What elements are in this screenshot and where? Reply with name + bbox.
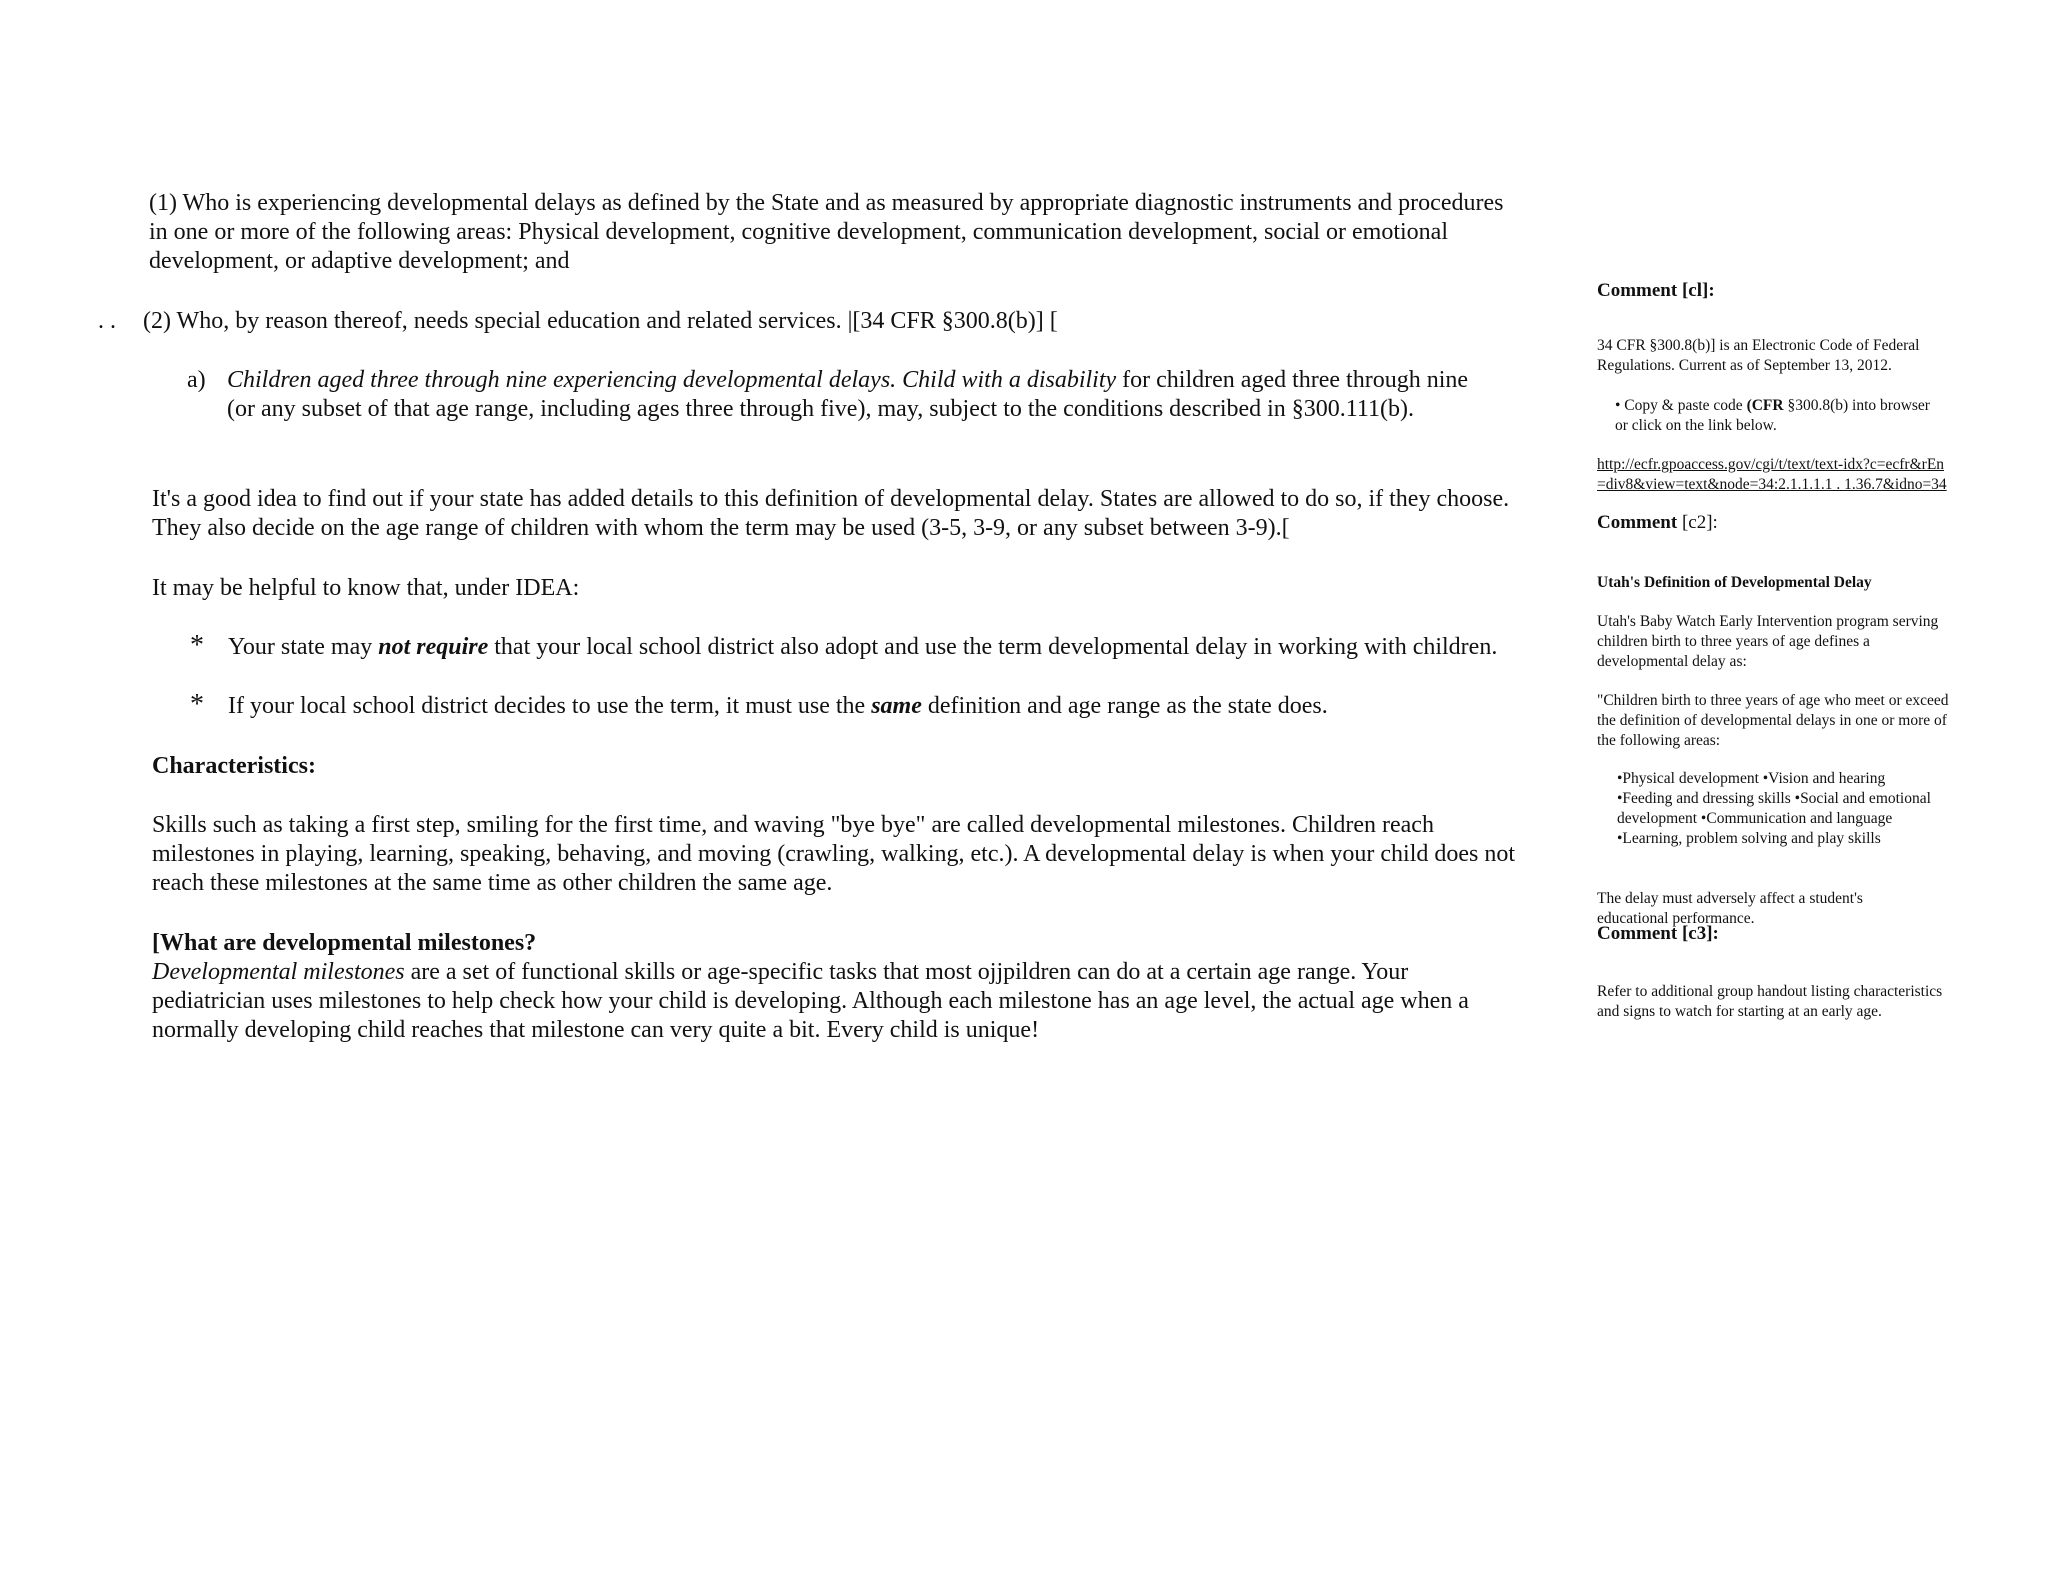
paragraph-definition-1: (1) Who is experiencing developmental delays as defined by the State and as measured by appropriate diagnostic instruments and procedures in one or more of the following areas: Physical development, cognitive development, communication development, social or emotional development, or adaptive development; and	[149, 190, 1504, 274]
list-item-a	[227, 366, 1497, 424]
comment-text: Refer to additional group handout listing characteristics and signs to watch for starting at an early age.	[1597, 982, 1943, 1020]
comment-heading: Comment [cl]:	[1597, 280, 1715, 301]
comment-heading-bold: Comment	[1597, 512, 1678, 533]
ecfr-link-text[interactable]: http://ecfr.gpoaccess.gov/cgi/t/text/text-idx?c=ecfr&rEn=div8&view=text&node=34:2.1.1.1.1 . 1.36.7&idno=34	[1597, 455, 1947, 493]
paragraph-definition-2: (2) Who, by reason thereof, needs special education and related services. |[34 CFR §300.8(b)] [	[143, 308, 1058, 334]
paragraph-state-details: It's a good idea to find out if your state has added details to this definition of developmental delay. States are allowed to do so, if they choose. They also decide on the age range of children with whom the term may be used (3-5, 3-9, or any subset between 3-9).[	[152, 486, 1510, 541]
bullet-star: *	[190, 689, 204, 720]
comment-text: "Children birth to three years of age who meet or exceed the definition of developmental delays in one or more of the following areas:	[1597, 691, 1949, 749]
heading-characteristics: Characteristics:	[152, 753, 316, 779]
comment-bullet-text: • Copy & paste code	[1615, 396, 1747, 414]
heading-milestones: [What are developmental milestones?	[152, 930, 537, 956]
paragraph-marker: . .	[98, 308, 116, 334]
comment-text: The delay must adversely affect a student's educational performance.	[1597, 889, 1863, 927]
bullet-star: *	[190, 630, 204, 661]
comment-text: 34 CFR §300.8(b)] is an Electronic Code of Federal Regulations. Current as of September 13, 2012.	[1597, 336, 1920, 374]
milestones-term: Developmental milestones	[152, 959, 405, 985]
bullet-text: Your state may	[228, 634, 379, 660]
paragraph-idea-intro: It may be helpful to know that, under IDEA:	[152, 575, 580, 601]
comment-title: Utah's Definition of Developmental Delay	[1597, 573, 1872, 591]
bullet-text: definition and age range as the state does.	[921, 693, 1328, 719]
comment-heading	[1597, 511, 1718, 535]
ecfr-link[interactable]	[1597, 455, 1947, 495]
paragraph-milestones-definition	[152, 958, 1522, 1045]
paragraph-milestones-intro: Skills such as taking a first step, smiling for the first time, and waving "bye bye" are called developmental milestones. Children reach milestones in playing, learning, speaking, behaving, and moving (crawling, walking, etc.). A developmental delay is when your child does not reach these milestones at the same time as other children the same age.	[152, 812, 1516, 896]
bullet-text: that your local school district also adopt and use the term developmental delay in working with children.	[488, 634, 1498, 660]
list-item-a-text: for children aged three through nine (or any subset of that age range, including ages three through five), may, subject to the conditions described in §300.111(b).	[227, 367, 1469, 422]
comment-heading-ref: [c2]:	[1677, 512, 1718, 533]
comment-heading: Comment [c3]:	[1597, 923, 1719, 944]
comment-areas-list: •Physical development •Vision and hearing •Feeding and dressing skills •Social and emotional development •Communication and language •Learning, problem solving and play skills	[1617, 769, 1931, 847]
list-item-a-italic: Children aged three through nine experiencing developmental delays. Child with a disability	[227, 367, 1117, 393]
bullet-text: If your local school district decides to use the term, it must use the	[228, 693, 872, 719]
list-item-label: a)	[187, 367, 206, 393]
bullet-item	[228, 692, 1498, 721]
bullet-item	[228, 633, 1498, 662]
comment-bullet	[1615, 396, 1945, 436]
comment-text: Utah's Baby Watch Early Intervention program serving children birth to three years of age defines a developmental delay as:	[1597, 612, 1939, 670]
bullet-emphasis: not require	[378, 634, 489, 660]
bullet-emphasis: same	[871, 693, 922, 719]
milestones-text: are a set of functional skills or age-specific tasks that most ojjpildren can do at a certain age range. Your pediatrician uses milestones to help check how your child is developing. Although each milestone has an age level, the actual age when a normally developing child reaches that milestone can very quite a bit. Every child is unique!	[152, 959, 1469, 1043]
comment-bullet-text: §300.8(b) into browser or click on the link below.	[1615, 396, 1930, 434]
comment-bullet-bold: (CFR	[1746, 396, 1784, 414]
